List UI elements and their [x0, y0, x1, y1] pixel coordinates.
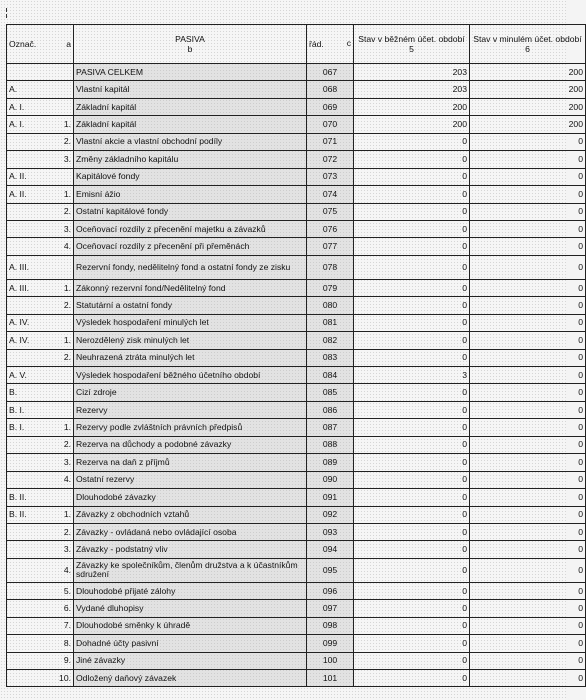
- previous-period-value: 0: [470, 600, 586, 617]
- row-number-cell: 088: [307, 436, 354, 453]
- oznaceni-cell: A. III.: [7, 255, 48, 279]
- row-number-cell: 071: [307, 133, 354, 150]
- previous-period-value: 0: [470, 454, 586, 471]
- previous-period-value: 0: [470, 220, 586, 237]
- oznaceni-cell: A. I.: [7, 98, 48, 115]
- table-row: [7, 541, 586, 558]
- previous-period-value: 0: [470, 255, 586, 279]
- row-number-cell: 084: [307, 367, 354, 384]
- row-number-cell: 087: [307, 419, 354, 436]
- row-number-cell: 073: [307, 168, 354, 185]
- previous-period-value: 0: [470, 297, 586, 314]
- oznaceni-cell: [7, 203, 48, 220]
- item-name-cell: Zákonný rezervní fond/Nedělitelný fond: [74, 279, 307, 296]
- table-row: [7, 64, 586, 81]
- table-row: [7, 255, 586, 279]
- table-row: [7, 635, 586, 652]
- oznaceni-cell: [7, 454, 48, 471]
- oznaceni-cell: [7, 652, 48, 669]
- table-row: [7, 220, 586, 237]
- table-row: [7, 367, 586, 384]
- item-name-cell: Vlastní akcie a vlastní obchodní podíly: [74, 133, 307, 150]
- previous-period-value: 0: [470, 617, 586, 634]
- current-period-value: 200: [354, 116, 470, 133]
- table-row: [7, 168, 586, 185]
- header-col-6-label: 6: [525, 44, 530, 54]
- oznaceni-cell: [7, 558, 48, 582]
- previous-period-value: 0: [470, 419, 586, 436]
- previous-period-value: 0: [470, 523, 586, 540]
- item-name-cell: Rezervní fondy, nedělitelný fond a ostatní fondy ze zisku: [74, 255, 307, 279]
- row-number-cell: 093: [307, 523, 354, 540]
- row-number-cell: 080: [307, 297, 354, 314]
- current-period-value: 0: [354, 471, 470, 488]
- current-period-value: 0: [354, 652, 470, 669]
- row-number-cell: 068: [307, 81, 354, 98]
- item-number-cell: 1.: [47, 279, 74, 296]
- table-row: [7, 349, 586, 366]
- oznaceni-cell: [7, 670, 48, 687]
- previous-period-value: 0: [470, 436, 586, 453]
- oznaceni-cell: [7, 523, 48, 540]
- item-name-cell: Odložený daňový závazek: [74, 670, 307, 687]
- oznaceni-cell: B. II.: [7, 506, 48, 523]
- item-number-cell: [47, 489, 74, 506]
- current-period-value: 0: [354, 582, 470, 599]
- item-name-cell: Základní kapitál: [74, 98, 307, 115]
- item-name-cell: Dlouhodobé směnky k úhradě: [74, 617, 307, 634]
- previous-period-value: 0: [470, 238, 586, 255]
- item-number-cell: [47, 168, 74, 185]
- row-number-cell: 079: [307, 279, 354, 296]
- item-number-cell: 6.: [47, 600, 74, 617]
- row-number-cell: 069: [307, 98, 354, 115]
- current-period-value: 0: [354, 558, 470, 582]
- item-name-cell: Dlouhodobé přijaté zálohy: [74, 582, 307, 599]
- current-period-value: 0: [354, 168, 470, 185]
- current-period-value: 203: [354, 81, 470, 98]
- item-name-cell: Nerozdělený zisk minulých let: [74, 332, 307, 349]
- header-col-c-label: c: [346, 38, 351, 48]
- table-row: [7, 506, 586, 523]
- oznaceni-cell: A. I.: [7, 116, 48, 133]
- header-col-b-label: b: [187, 44, 193, 54]
- item-number-cell: [47, 314, 74, 331]
- header-col-a: [47, 25, 74, 64]
- item-name-cell: Závazky - podstatný vliv: [74, 541, 307, 558]
- item-name-cell: Statutární a ostatní fondy: [74, 297, 307, 314]
- item-name-cell: Ostatní kapitálové fondy: [74, 203, 307, 220]
- item-name-cell: Cizí zdroje: [74, 384, 307, 401]
- row-number-cell: 078: [307, 255, 354, 279]
- current-period-value: 0: [354, 617, 470, 634]
- current-period-value: 0: [354, 133, 470, 150]
- item-name-cell: Závazky - ovládaná nebo ovládající osoba: [74, 523, 307, 540]
- row-number-cell: 074: [307, 186, 354, 203]
- item-number-cell: [47, 98, 74, 115]
- row-number-cell: 098: [307, 617, 354, 634]
- item-name-cell: Oceňovací rozdíly z přecenění majetku a závazků: [74, 220, 307, 237]
- oznaceni-cell: [7, 133, 48, 150]
- previous-period-value: 0: [470, 558, 586, 582]
- row-number-cell: 101: [307, 670, 354, 687]
- current-period-value: 0: [354, 506, 470, 523]
- oznaceni-cell: [7, 297, 48, 314]
- oznaceni-cell: [7, 635, 48, 652]
- current-period-value: 0: [354, 151, 470, 168]
- current-period-value: 0: [354, 635, 470, 652]
- item-number-cell: 1.: [47, 116, 74, 133]
- current-period-value: 0: [354, 670, 470, 687]
- previous-period-value: 200: [470, 116, 586, 133]
- previous-period-value: 0: [470, 314, 586, 331]
- table-row: [7, 151, 586, 168]
- item-name-cell: Dohadné účty pasivní: [74, 635, 307, 652]
- item-name-cell: Jiné závazky: [74, 652, 307, 669]
- previous-period-value: 0: [470, 401, 586, 418]
- previous-period-value: 0: [470, 506, 586, 523]
- table-row: [7, 384, 586, 401]
- item-number-cell: 10.: [47, 670, 74, 687]
- item-name-cell: Výsledek hospodaření minulých let: [74, 314, 307, 331]
- oznaceni-cell: [7, 541, 48, 558]
- row-number-cell: 096: [307, 582, 354, 599]
- previous-period-value: 0: [470, 186, 586, 203]
- previous-period-value: 200: [470, 64, 586, 81]
- row-number-cell: 089: [307, 454, 354, 471]
- item-name-cell: Výsledek hospodaření běžného účetního období: [74, 367, 307, 384]
- item-number-cell: 1.: [47, 332, 74, 349]
- previous-period-value: 0: [470, 541, 586, 558]
- item-name-cell: Závazky z obchodních vztahů: [74, 506, 307, 523]
- header-pasiva: [74, 25, 307, 64]
- oznaceni-cell: [7, 238, 48, 255]
- item-number-cell: 2.: [47, 349, 74, 366]
- previous-period-value: 0: [470, 384, 586, 401]
- row-number-cell: 092: [307, 506, 354, 523]
- row-number-cell: 082: [307, 332, 354, 349]
- current-period-value: 0: [354, 255, 470, 279]
- table-row: [7, 489, 586, 506]
- item-number-cell: 7.: [47, 617, 74, 634]
- current-period-value: 3: [354, 367, 470, 384]
- item-name-cell: Vydané dluhopisy: [74, 600, 307, 617]
- oznaceni-cell: B. I.: [7, 401, 48, 418]
- table-header-row: [7, 25, 586, 64]
- row-number-cell: 085: [307, 384, 354, 401]
- previous-period-value: 0: [470, 489, 586, 506]
- table-row: [7, 600, 586, 617]
- item-name-cell: Rezervy podle zvláštních právních předpisů: [74, 419, 307, 436]
- row-number-cell: 075: [307, 203, 354, 220]
- current-period-value: 0: [354, 489, 470, 506]
- item-name-cell: Rezerva na daň z příjmů: [74, 454, 307, 471]
- scan-mark: [6, 14, 7, 18]
- item-name-cell: Rezervy: [74, 401, 307, 418]
- item-number-cell: [47, 255, 74, 279]
- row-number-cell: 099: [307, 635, 354, 652]
- current-period-value: 0: [354, 220, 470, 237]
- row-number-cell: 067: [307, 64, 354, 81]
- row-number-cell: 072: [307, 151, 354, 168]
- table-row: [7, 81, 586, 98]
- item-name-cell: Kapitálové fondy: [74, 168, 307, 185]
- header-previous-period: [470, 25, 586, 64]
- header-current-period: [354, 25, 470, 64]
- row-number-cell: 094: [307, 541, 354, 558]
- previous-period-value: 0: [470, 367, 586, 384]
- header-col-a-label: a: [66, 39, 71, 49]
- table-row: [7, 279, 586, 296]
- header-oznaceni-label: Označ.: [9, 39, 37, 49]
- row-number-cell: 090: [307, 471, 354, 488]
- previous-period-value: 0: [470, 635, 586, 652]
- table-row: [7, 133, 586, 150]
- table-row: [7, 436, 586, 453]
- table-row: [7, 523, 586, 540]
- oznaceni-cell: [7, 220, 48, 237]
- item-number-cell: [47, 367, 74, 384]
- table-row: [7, 652, 586, 669]
- table-row: [7, 203, 586, 220]
- current-period-value: 0: [354, 186, 470, 203]
- previous-period-value: 200: [470, 81, 586, 98]
- current-period-value: 0: [354, 203, 470, 220]
- table-row: [7, 454, 586, 471]
- table-row: [7, 582, 586, 599]
- item-number-cell: 3.: [47, 151, 74, 168]
- table-row: [7, 314, 586, 331]
- oznaceni-cell: [7, 64, 48, 81]
- oznaceni-cell: [7, 617, 48, 634]
- table-body: [7, 64, 586, 687]
- table-row: [7, 419, 586, 436]
- liabilities-table: [6, 24, 586, 687]
- item-number-cell: 1.: [47, 506, 74, 523]
- table-row: [7, 297, 586, 314]
- header-col-5-label: 5: [409, 44, 414, 54]
- item-number-cell: 1.: [47, 186, 74, 203]
- oznaceni-cell: A.: [7, 81, 48, 98]
- previous-period-value: 0: [470, 582, 586, 599]
- table-row: [7, 98, 586, 115]
- header-pasiva-label: PASIVA: [175, 34, 205, 44]
- item-number-cell: 4.: [47, 558, 74, 582]
- oznaceni-cell: B.: [7, 384, 48, 401]
- header-previous-period-label: Stav v minulém účet. období: [473, 34, 582, 44]
- item-number-cell: 2.: [47, 133, 74, 150]
- row-number-cell: 097: [307, 600, 354, 617]
- row-number-cell: 083: [307, 349, 354, 366]
- previous-period-value: 0: [470, 349, 586, 366]
- current-period-value: 0: [354, 314, 470, 331]
- current-period-value: 200: [354, 98, 470, 115]
- previous-period-value: 0: [470, 279, 586, 296]
- row-number-cell: 091: [307, 489, 354, 506]
- item-number-cell: [47, 384, 74, 401]
- item-name-cell: Změny základního kapitálu: [74, 151, 307, 168]
- table-row: [7, 116, 586, 133]
- oznaceni-cell: A. V.: [7, 367, 48, 384]
- current-period-value: 0: [354, 541, 470, 558]
- previous-period-value: 0: [470, 332, 586, 349]
- row-number-cell: 095: [307, 558, 354, 582]
- table-row: [7, 332, 586, 349]
- oznaceni-cell: [7, 436, 48, 453]
- item-number-cell: 1.: [47, 419, 74, 436]
- table-row: [7, 186, 586, 203]
- previous-period-value: 0: [470, 203, 586, 220]
- item-number-cell: 3.: [47, 220, 74, 237]
- table-row: [7, 238, 586, 255]
- previous-period-value: 0: [470, 670, 586, 687]
- item-number-cell: 4.: [47, 238, 74, 255]
- item-name-cell: Ostatní rezervy: [74, 471, 307, 488]
- current-period-value: 0: [354, 600, 470, 617]
- oznaceni-cell: A. III.: [7, 279, 48, 296]
- item-name-cell: Vlastní kapitál: [74, 81, 307, 98]
- item-number-cell: 9.: [47, 652, 74, 669]
- row-number-cell: 070: [307, 116, 354, 133]
- oznaceni-cell: A. II.: [7, 168, 48, 185]
- previous-period-value: 0: [470, 471, 586, 488]
- header-current-period-label: Stav v běžném účet. období: [358, 34, 465, 44]
- current-period-value: 0: [354, 419, 470, 436]
- item-number-cell: 2.: [47, 203, 74, 220]
- item-number-cell: 4.: [47, 471, 74, 488]
- row-number-cell: 086: [307, 401, 354, 418]
- current-period-value: 0: [354, 349, 470, 366]
- row-number-cell: 076: [307, 220, 354, 237]
- header-rad-label: řád.: [309, 39, 324, 49]
- previous-period-value: 200: [470, 98, 586, 115]
- oznaceni-cell: A. IV.: [7, 332, 48, 349]
- item-name-cell: Základní kapitál: [74, 116, 307, 133]
- item-number-cell: [47, 401, 74, 418]
- scan-mark: [6, 8, 7, 12]
- row-number-cell: 077: [307, 238, 354, 255]
- header-rad: [307, 25, 354, 64]
- item-number-cell: [47, 64, 74, 81]
- item-name-cell: PASIVA CELKEM: [74, 64, 307, 81]
- previous-period-value: 0: [470, 168, 586, 185]
- current-period-value: 0: [354, 401, 470, 418]
- oznaceni-cell: [7, 151, 48, 168]
- previous-period-value: 0: [470, 652, 586, 669]
- previous-period-value: 0: [470, 151, 586, 168]
- table-row: [7, 670, 586, 687]
- current-period-value: 0: [354, 384, 470, 401]
- oznaceni-cell: B. I.: [7, 419, 48, 436]
- item-name-cell: Emisní ážio: [74, 186, 307, 203]
- item-name-cell: Závazky ke společníkům, členům družstva a k účastníkům sdružení: [74, 558, 307, 582]
- current-period-value: 0: [354, 279, 470, 296]
- current-period-value: 203: [354, 64, 470, 81]
- item-number-cell: 2.: [47, 436, 74, 453]
- oznaceni-cell: A. II.: [7, 186, 48, 203]
- row-number-cell: 081: [307, 314, 354, 331]
- item-number-cell: 2.: [47, 523, 74, 540]
- current-period-value: 0: [354, 454, 470, 471]
- current-period-value: 0: [354, 436, 470, 453]
- item-number-cell: 3.: [47, 541, 74, 558]
- current-period-value: 0: [354, 332, 470, 349]
- oznaceni-cell: [7, 600, 48, 617]
- table-row: [7, 617, 586, 634]
- oznaceni-cell: [7, 471, 48, 488]
- item-name-cell: Oceňovací rozdíly z přecenění při přeměnách: [74, 238, 307, 255]
- oznaceni-cell: [7, 349, 48, 366]
- oznaceni-cell: [7, 582, 48, 599]
- row-number-cell: 100: [307, 652, 354, 669]
- table-row: [7, 471, 586, 488]
- item-number-cell: 5.: [47, 582, 74, 599]
- item-name-cell: Rezerva na důchody a podobné závazky: [74, 436, 307, 453]
- table-row: [7, 401, 586, 418]
- table-row: [7, 558, 586, 582]
- item-number-cell: 2.: [47, 297, 74, 314]
- oznaceni-cell: B. II.: [7, 489, 48, 506]
- current-period-value: 0: [354, 297, 470, 314]
- previous-period-value: 0: [470, 133, 586, 150]
- current-period-value: 0: [354, 238, 470, 255]
- current-period-value: 0: [354, 523, 470, 540]
- item-name-cell: Dlouhodobé závazky: [74, 489, 307, 506]
- oznaceni-cell: A. IV.: [7, 314, 48, 331]
- header-oznaceni: [7, 25, 48, 64]
- item-name-cell: Neuhrazená ztráta minulých let: [74, 349, 307, 366]
- item-number-cell: [47, 81, 74, 98]
- item-number-cell: 3.: [47, 454, 74, 471]
- item-number-cell: 8.: [47, 635, 74, 652]
